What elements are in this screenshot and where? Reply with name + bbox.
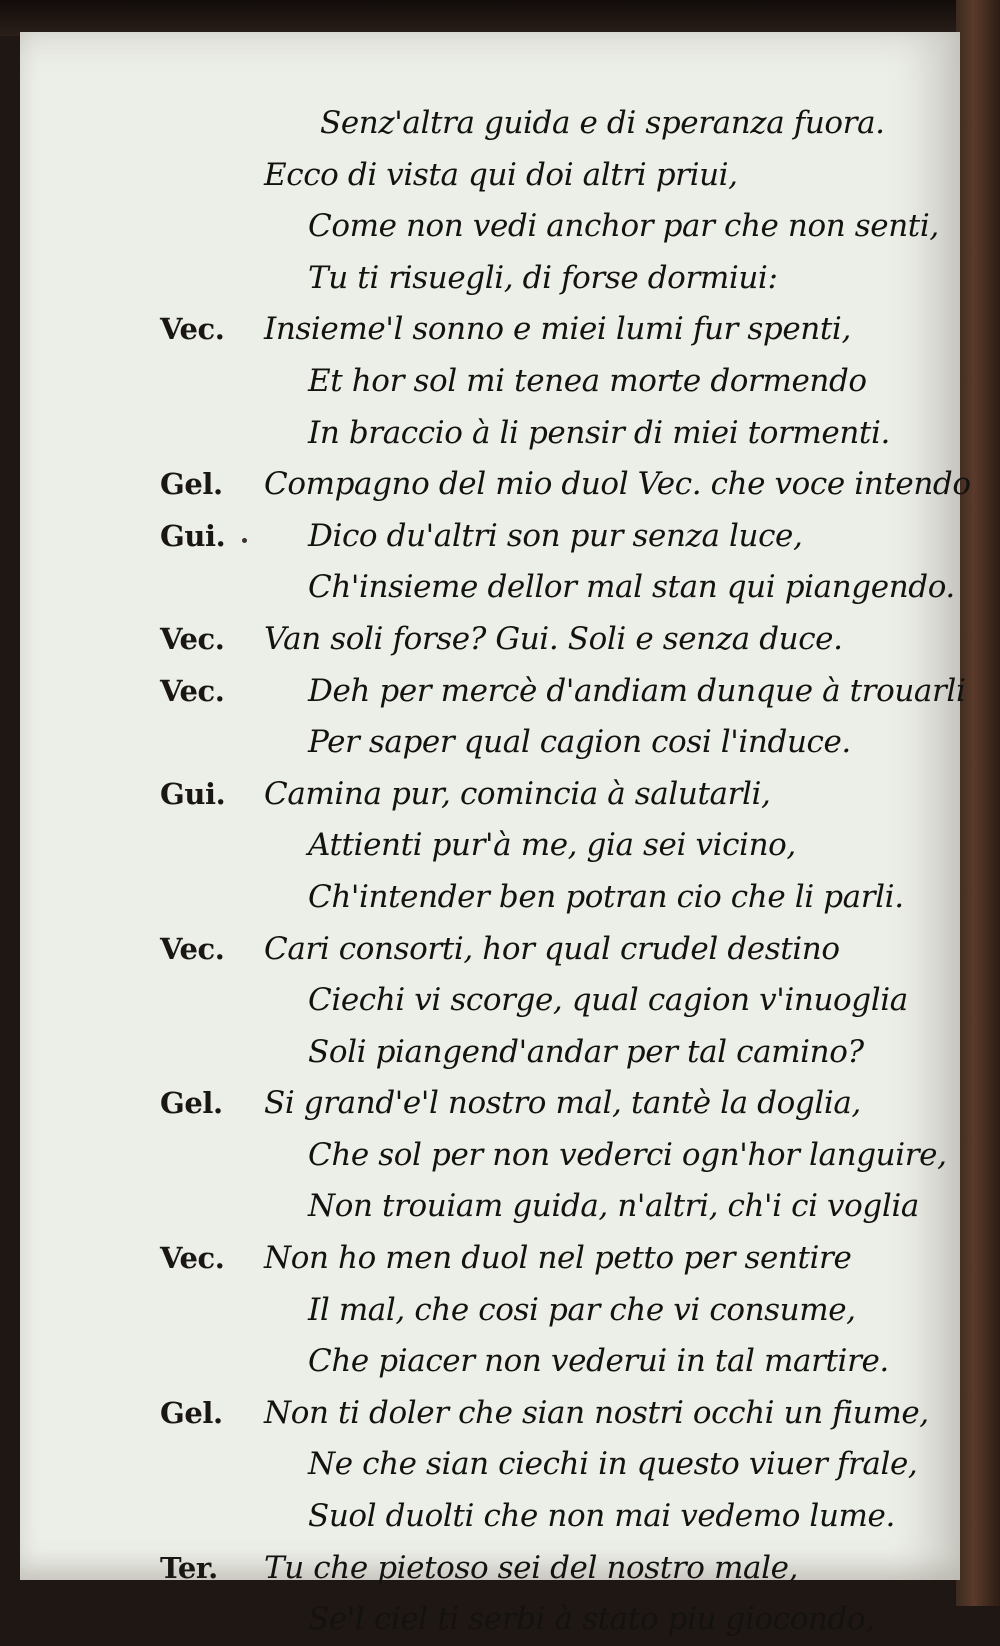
verse-text: Non trouiam guida, n'altri, ch'i ci voglia — [308, 1188, 919, 1225]
verse-text: Ecco di vista qui doi altri priui, — [264, 156, 738, 193]
verse-line — [160, 717, 900, 769]
verse-text: Senz'altra guida e di speranza fuora. — [320, 105, 885, 141]
verse-line — [160, 1491, 900, 1543]
verse-line — [160, 614, 900, 666]
verse-line — [160, 1594, 900, 1646]
verse-line — [160, 1543, 900, 1595]
verse-text: Il mal, che cosi par che vi consume, — [308, 1291, 856, 1328]
verse-text: Soli piangend'andar per tal camino? — [308, 1033, 864, 1070]
speaker-label: Ter. — [160, 1550, 218, 1585]
verse-text: Compagno del mio duol Vec. che voce intendo — [264, 466, 971, 503]
verse-line — [160, 666, 966, 718]
verse-text: Ch'insieme dellor mal stan qui piangendo. — [308, 569, 955, 606]
verse-line — [160, 924, 900, 976]
verse-text: Tu ti risuegli, di forse dormiui: — [308, 259, 778, 296]
speaker-label: Vec. — [160, 673, 225, 708]
verse-line — [160, 98, 900, 150]
verse-text: Ciechi vi scorge, qual cagion v'inuoglia — [308, 982, 908, 1019]
verse-line — [160, 820, 900, 872]
verse-line — [160, 356, 900, 408]
book-spine-edge — [956, 0, 1000, 1606]
verse-line — [160, 562, 955, 614]
verse-text: Cari consorti, hor qual crudel destino — [264, 930, 840, 967]
verse-text: Che piacer non vederui in tal martire. — [308, 1343, 889, 1380]
verse-text: In braccio à li pensir di miei tormenti. — [308, 414, 890, 451]
verse-line — [160, 1439, 918, 1491]
verse-line — [160, 975, 908, 1027]
speaker-label: Gel. — [160, 1395, 223, 1430]
scan-background-top — [0, 0, 1000, 36]
speaker-label: Vec. — [160, 931, 225, 966]
verse-text: Ne che sian ciechi in questo viuer frale, — [308, 1446, 918, 1483]
verse-line — [160, 1130, 947, 1182]
verse-text: Tu che pietoso sei del nostro male, — [264, 1549, 798, 1586]
verse-text: Camina pur, comincia à salutarli, — [264, 775, 771, 812]
verse-text: Et hor sol mi tenea morte dormendo — [308, 362, 867, 399]
verse-line — [160, 459, 971, 511]
verse-text: Si grand'e'l nostro mal, tantè la doglia, — [264, 1085, 861, 1122]
verse-line — [160, 408, 900, 460]
verse-text: Suol duolti che non mai vedemo lume. — [308, 1498, 895, 1535]
speaker-label: Gui. — [160, 776, 226, 811]
speaker-label: Gui. — [160, 518, 226, 553]
verse-line — [160, 1388, 929, 1440]
verse-line — [160, 201, 939, 253]
verse-text: Deh per mercè d'andiam dunque à trouarli — [308, 672, 966, 709]
verse-line — [160, 1078, 900, 1130]
speaker-label: Vec. — [160, 621, 225, 656]
verse-text: Insieme'l sonno e miei lumi fur spenti, — [264, 311, 851, 348]
verse-text: Che sol per non vederci ogn'hor languire, — [308, 1136, 947, 1173]
verse-line — [160, 1027, 900, 1079]
verse-line — [160, 769, 900, 821]
verse-line — [160, 304, 900, 356]
verse-line — [160, 150, 900, 202]
speaker-label: Vec. — [160, 312, 225, 347]
verse-text: Per saper qual cagion cosi l'induce. — [308, 724, 851, 761]
verse-text: Attienti pur'à me, gia sei vicino, — [308, 827, 796, 864]
verse-line — [160, 511, 900, 563]
verse-text: Van soli forse? Gui. Soli e senza duce. — [264, 620, 843, 657]
verse-text: Non ho men duol nel petto per sentire — [264, 1240, 852, 1277]
verse-text: Dico du'altri son pur senza luce, — [308, 517, 803, 554]
verse-text: Come non vedi anchor par che non senti, — [308, 208, 939, 245]
book-page — [20, 32, 971, 1638]
verse-line — [160, 872, 904, 924]
verse-text: Non ti doler che sian nostri occhi un fiume, — [264, 1394, 929, 1431]
verse-line — [160, 1233, 900, 1285]
verse-line — [160, 1181, 919, 1233]
verse-line — [160, 1285, 900, 1337]
verse-line — [160, 253, 900, 305]
verse-text: Ch'intender ben potran cio che li parli. — [308, 878, 904, 915]
verse-line — [160, 1336, 900, 1388]
speaker-label: Gel. — [160, 467, 223, 502]
verse-text: Se'l ciel ti serbi à stato piu giocondo, — [308, 1601, 875, 1638]
speaker-label: Vec. — [160, 1241, 225, 1276]
verse-block — [160, 98, 971, 1646]
speaker-label: Gel. — [160, 1086, 223, 1121]
